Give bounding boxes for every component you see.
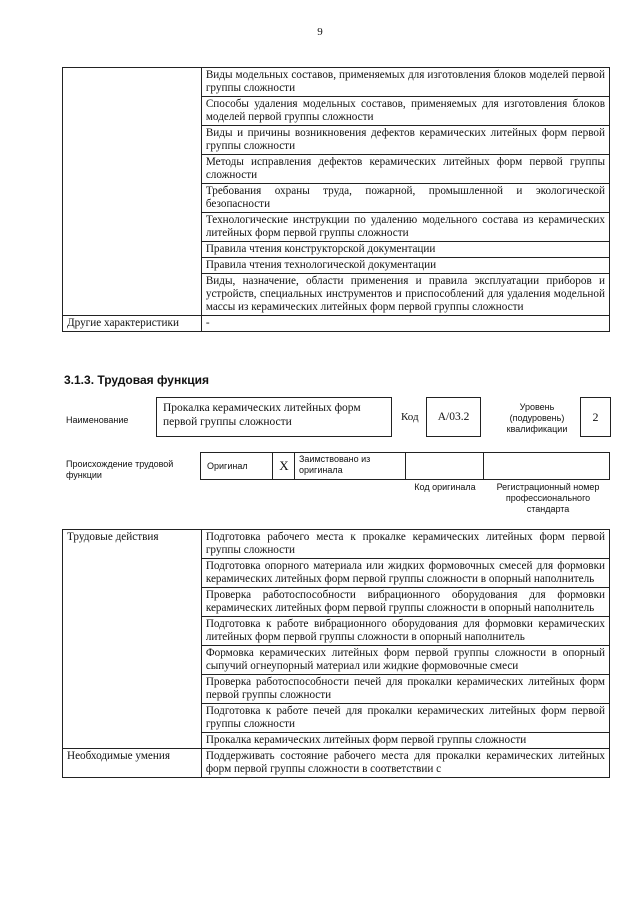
origin-divider xyxy=(405,452,406,480)
table-cell: Правила чтения конструкторской документации xyxy=(201,242,609,258)
labor-actions-table xyxy=(62,529,610,778)
table-cell: Проверка работоспособности печей для прокалки керамических литейных форм первой группы сложности xyxy=(201,675,609,704)
table-cell: Виды и причины возникновения дефектов керамических литейных форм первой группы сложности xyxy=(201,126,609,155)
row-label xyxy=(63,68,202,316)
original-checkmark: X xyxy=(279,458,289,473)
origin-divider xyxy=(483,452,484,480)
function-name-box xyxy=(156,397,392,437)
level-label: Уровень (подуровень) квалификации xyxy=(506,402,568,434)
table-row xyxy=(63,68,610,97)
table-cell: Технологические инструкции по удалению модельного состава из керамических литейных форм первой группы сложности xyxy=(201,213,609,242)
table-row xyxy=(63,749,610,778)
borrowed-label: Заимствовано из оригинала xyxy=(299,454,371,475)
row-label: Трудовые действия xyxy=(63,530,202,749)
table-cell: Проверка работоспособности вибрационного оборудования для формовки керамических литейных форм первой группы сложности в опорный наполнитель xyxy=(201,588,609,617)
table-cell: - xyxy=(201,316,609,332)
level-value: 2 xyxy=(592,410,599,424)
table-cell: Подготовка рабочего места к прокалке керамических литейных форм первой группы сложности xyxy=(201,530,609,559)
code-box xyxy=(426,397,481,437)
reg-caption: Регистрационный номер профессионального стандарта xyxy=(496,482,600,514)
row-label-skills: Необходимые умения xyxy=(63,749,202,778)
table-row xyxy=(63,316,610,332)
origin-label: Происхождение трудовой функции xyxy=(66,459,174,480)
function-code: A/03.2 xyxy=(437,411,470,423)
table-cell: Подготовка к работе вибрационного оборудования для формовки керамических литейных форм первой группы сложности в опорный наполнитель xyxy=(201,617,609,646)
origin-divider xyxy=(272,452,273,480)
table-cell: Требования охраны труда, пожарной, промышленной и экологической безопасности xyxy=(201,184,609,213)
row-label-other: Другие характеристики xyxy=(63,316,202,332)
table-cell: Способы удаления модельных составов, применяемых для изготовления блоков моделей первой группы сложности xyxy=(201,97,609,126)
level-box xyxy=(580,397,611,437)
table-cell: Формовка керамических литейных форм первой группы сложности в опорный сыпучий огнеупорный материал или жидкие формовочные смеси xyxy=(201,646,609,675)
table-cell: Прокалка керамических литейных форм первой группы сложности xyxy=(201,733,609,749)
section-heading: 3.1.3. Трудовая функция xyxy=(64,373,209,387)
table-cell: Виды, назначение, области применения и правила эксплуатации приборов и устройств, специальных инструментов и приспособлений для удаления модельной массы из керамических литейных форм первой группы сложности xyxy=(201,274,609,316)
code-caption: Код оригинала xyxy=(414,482,476,492)
table-cell: Подготовка опорного материала или жидких формовочных смесей для формовки керамических литейных форм первой группы сложности в опорный наполнитель xyxy=(201,559,609,588)
table-cell: Методы исправления дефектов керамических литейных форм первой группы сложности xyxy=(201,155,609,184)
table-cell: Подготовка к работе печей для прокалки керамических литейных форм первой группы сложности xyxy=(201,704,609,733)
table-cell: Поддерживать состояние рабочего места для прокалки керамических литейных форм первой группы сложности в соответствии с xyxy=(201,749,609,778)
name-label: Наименование xyxy=(66,415,129,425)
table-cell: Виды модельных составов, применяемых для изготовления блоков моделей первой группы сложности xyxy=(201,68,609,97)
original-label: Оригинал xyxy=(207,461,248,471)
code-label: Код xyxy=(401,411,419,423)
page-number: 9 xyxy=(317,26,323,38)
origin-divider xyxy=(294,452,295,480)
function-name: Прокалка керамических литейных форм первой группы сложности xyxy=(163,402,361,428)
table-row xyxy=(63,530,610,559)
knowledge-table xyxy=(62,67,610,332)
table-cell: Правила чтения технологической документации xyxy=(201,258,609,274)
